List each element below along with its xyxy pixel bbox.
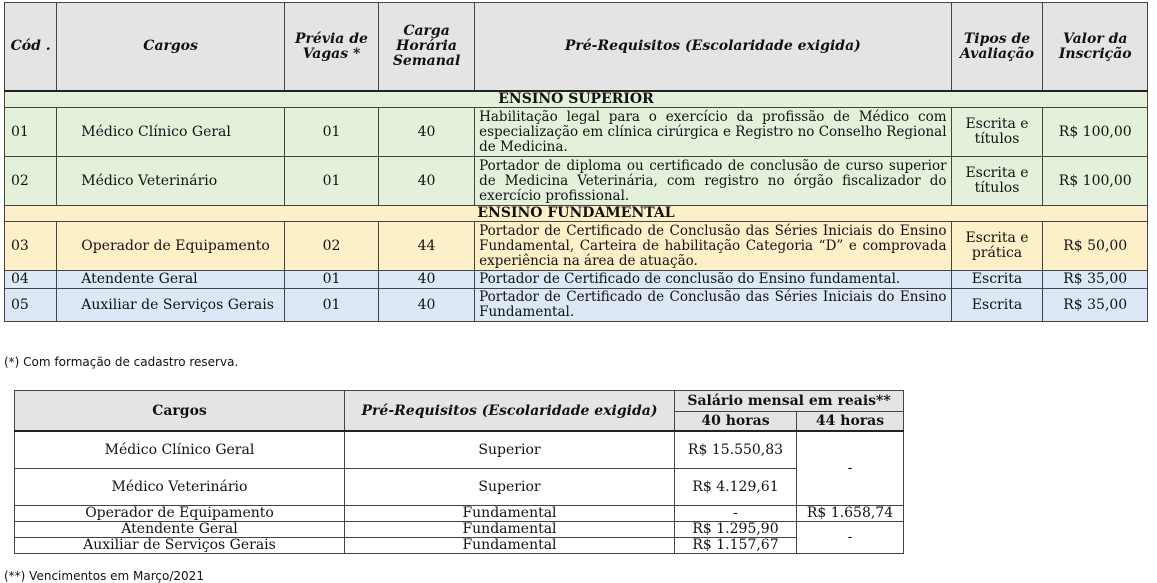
footnote-vencimentos: (**) Vencimentos em Março/2021	[4, 569, 204, 583]
section-fundamental: ENSINO FUNDAMENTAL	[5, 206, 1148, 222]
table-row	[5, 108, 1148, 157]
table-row	[15, 431, 904, 469]
cell-cod: 05	[5, 289, 57, 322]
header-carga: Carga Horária Semanal	[379, 3, 475, 92]
table-row	[5, 271, 1148, 289]
vacancies-header-row	[5, 3, 1148, 92]
cell-req: Portador de Certificado de Conclusão das Séries Iniciais do Ensino Fundamental.	[475, 289, 951, 322]
cell-cargo: Auxiliar de Serviços Gerais	[57, 289, 285, 322]
cell-40h: R$ 15.550,83	[675, 431, 797, 469]
section-row	[5, 206, 1148, 222]
cell-cod: 04	[5, 271, 57, 289]
header-valor: Valor da Inscrição	[1043, 3, 1148, 92]
section-superior: ENSINO SUPERIOR	[5, 91, 1148, 108]
table-row	[5, 289, 1148, 322]
cell-carga: 40	[379, 108, 475, 157]
cell-cargo: Médico Clínico Geral	[57, 108, 285, 157]
cell-escolaridade: Superior	[345, 431, 675, 469]
cell-req: Portador de Certificado de Conclusão das Séries Iniciais do Ensino Fundamental, Carteira de habilitação Categoria “D” e comprovada experiência na área de atuação.	[475, 222, 951, 271]
cell-vagas: 01	[284, 289, 378, 322]
header-vagas: Prévia de Vagas *	[284, 3, 378, 92]
cell-tipo: Escrita	[951, 289, 1043, 322]
cell-44h: -	[797, 431, 904, 506]
cell-valor: R$ 35,00	[1043, 271, 1148, 289]
cell-tipo: Escrita	[951, 271, 1043, 289]
cell-valor: R$ 50,00	[1043, 222, 1148, 271]
cell-40h: R$ 1.157,67	[675, 538, 797, 554]
cell-cargo: Médico Veterinário	[15, 469, 345, 506]
cell-vagas: 01	[284, 157, 378, 206]
cell-valor: R$ 35,00	[1043, 289, 1148, 322]
cell-40h: -	[675, 506, 797, 522]
cell-cargo: Médico Clínico Geral	[15, 431, 345, 469]
cell-escolaridade: Fundamental	[345, 506, 675, 522]
header-cargos: Cargos	[57, 3, 285, 92]
cell-40h: R$ 4.129,61	[675, 469, 797, 506]
cell-vagas: 01	[284, 108, 378, 157]
table-row	[5, 222, 1148, 271]
cell-vagas: 02	[284, 222, 378, 271]
section-row	[5, 91, 1148, 108]
cell-cargo: Auxiliar de Serviços Gerais	[15, 538, 345, 554]
cell-cod: 03	[5, 222, 57, 271]
cell-cod: 01	[5, 108, 57, 157]
cell-escolaridade: Fundamental	[345, 538, 675, 554]
cell-40h: R$ 1.295,90	[675, 522, 797, 538]
cell-cargo: Operador de Equipamento	[15, 506, 345, 522]
cell-vagas: 01	[284, 271, 378, 289]
cell-req: Habilitação legal para o exercício da profissão de Médico com especialização em clínica cirúrgica e Registro no Conselho Regional de Medicina.	[475, 108, 951, 157]
cell-carga: 40	[379, 289, 475, 322]
cell-44h: -	[797, 522, 904, 554]
header-prereq: Pré-Requisitos (Escolaridade exigida)	[345, 391, 675, 432]
cell-escolaridade: Superior	[345, 469, 675, 506]
cell-44h: R$ 1.658,74	[797, 506, 904, 522]
vacancies-table	[4, 2, 1148, 322]
cell-cargo: Médico Veterinário	[57, 157, 285, 206]
cell-req: Portador de diploma ou certificado de conclusão de curso superior de Medicina Veterinária, com registro no órgão fiscalizador do exercício profissional.	[475, 157, 951, 206]
table-row	[5, 157, 1148, 206]
header-salario: Salário mensal em reais**	[675, 391, 904, 412]
cell-cargo: Atendente Geral	[15, 522, 345, 538]
header-tipos: Tipos de Avaliação	[951, 3, 1043, 92]
cell-req: Portador de Certificado de conclusão do Ensino fundamental.	[475, 271, 951, 289]
cell-valor: R$ 100,00	[1043, 157, 1148, 206]
header-prereq: Pré-Requisitos (Escolaridade exigida)	[475, 3, 951, 92]
header-cod: Cód .	[5, 3, 57, 92]
header-44-horas: 44 horas	[797, 412, 904, 432]
table-row	[15, 469, 904, 506]
cell-escolaridade: Fundamental	[345, 522, 675, 538]
cell-cargo: Atendente Geral	[57, 271, 285, 289]
cell-cargo: Operador de Equipamento	[57, 222, 285, 271]
cell-carga: 44	[379, 222, 475, 271]
cell-tipo: Escrita e títulos	[951, 157, 1043, 206]
cell-carga: 40	[379, 157, 475, 206]
cell-carga: 40	[379, 271, 475, 289]
table-row	[15, 538, 904, 554]
header-40-horas: 40 horas	[675, 412, 797, 432]
footnote-cadastro: (*) Com formação de cadastro reserva.	[4, 355, 239, 369]
salary-table	[14, 390, 904, 554]
table-row	[15, 506, 904, 522]
cell-valor: R$ 100,00	[1043, 108, 1148, 157]
table-row	[15, 522, 904, 538]
cell-cod: 02	[5, 157, 57, 206]
salary-header-row	[15, 391, 904, 412]
cell-tipo: Escrita e prática	[951, 222, 1043, 271]
header-cargos: Cargos	[15, 391, 345, 432]
cell-tipo: Escrita e títulos	[951, 108, 1043, 157]
